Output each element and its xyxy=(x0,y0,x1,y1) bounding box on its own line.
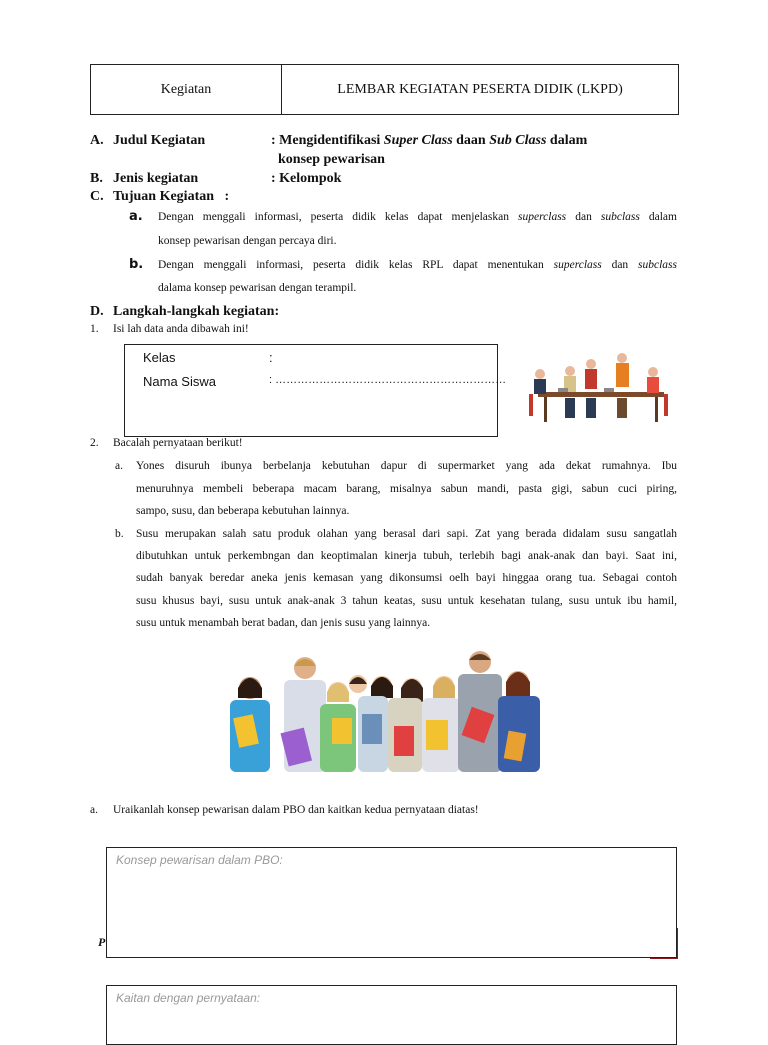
kelas-label: Kelas xyxy=(143,350,176,365)
statement-b-line5: susu untuk menambah berat badan, dan jenis susu yang lainnya. xyxy=(136,617,431,629)
statement-a-line3: sampo, susu, dan beberapa kebutuhan lainnya. xyxy=(136,505,350,517)
statement-b-line1: Susu merupakan salah satu produk olahan yang berasal dari sapi. Zat yang berada didalam susu sangatlah xyxy=(136,528,677,540)
section-d-label: Langkah-langkah kegiatan: xyxy=(113,304,280,319)
task-marker: a. xyxy=(90,804,98,816)
step2-number: 2. xyxy=(90,437,99,449)
statement-b-line3: sudah banyak beredar aneka jenis kemasan yang dikonsumsi oelh bayi hinggaa orang tua. Sebagai contoh xyxy=(136,572,677,584)
header-right-cell xyxy=(282,65,678,114)
step1-text: Isi lah data anda dibawah ini! xyxy=(113,323,249,335)
step2-text: Bacalah pernyataan berikut! xyxy=(113,437,243,449)
objective-b-marker: b. xyxy=(129,257,144,272)
statement-b-line4: susu khusus bayi, susu untuk anak-anak 3 tahun keatas, susu untuk kesehatan tulang, susu untuk ibu hamil, xyxy=(136,595,677,607)
answer-box-relation[interactable] xyxy=(106,985,677,1045)
statement-b-line2: dibutuhkan untuk perkembngan dan keoptimalan kinerja tubuh, terlebih bagi anak-anak dan bayi. Saat ini, xyxy=(136,550,677,562)
statement-a-marker: a. xyxy=(115,460,123,472)
objective-b-line2: dalama konsep pewarisan dengan terampil. xyxy=(158,282,357,294)
task-text: Uraikanlah konsep pewarisan dalam PBO dan kaitkan kedua pernyataan diatas! xyxy=(113,804,479,816)
step1-number: 1. xyxy=(90,323,99,335)
section-a-value: : Mengidentifikasi Super Class daan Sub Class dalam xyxy=(271,133,588,148)
header-title: LEMBAR KEGIATAN PESERTA DIDIK (LKPD) xyxy=(337,81,623,97)
objective-b-line1: Dengan menggali informasi, peserta didik kelas RPL dapat menentukan superclass dan subclass xyxy=(158,259,678,271)
section-c-label: Tujuan Kegiatan : xyxy=(113,189,230,204)
objective-a-line1: Dengan menggali informasi, peserta didik kelas dapat menjelaskan superclass dan subclass dalam xyxy=(158,211,677,223)
section-a-marker: A. xyxy=(90,133,104,148)
statement-a-line2: menuruhnya membeli beberapa macam barang, misalnya sabun mandi, pasta gigi, sabun cuci piring, xyxy=(136,483,677,495)
objective-a-marker: a. xyxy=(129,209,143,224)
section-b-label: Jenis kegiatan xyxy=(113,171,199,186)
group-meeting-illustration xyxy=(518,346,676,426)
section-a-label: Judul Kegiatan xyxy=(113,133,206,148)
nama-siswa-label: Nama Siswa xyxy=(143,374,216,389)
header-table xyxy=(90,64,679,115)
section-c-marker: C. xyxy=(90,189,104,204)
header-left-text: Kegiatan xyxy=(160,81,212,97)
student-data-form xyxy=(124,344,507,437)
answer-box-relation-placeholder: Kaitan dengan pernyataan: xyxy=(116,991,261,1005)
section-b-marker: B. xyxy=(90,171,103,186)
kelas-field[interactable]: : xyxy=(269,350,273,365)
statement-b-marker: b. xyxy=(115,528,124,540)
answer-box-concept[interactable] xyxy=(106,847,677,958)
nama-siswa-field[interactable]: : ……………………………………………………… xyxy=(269,374,507,386)
stray-letter: P xyxy=(98,935,106,949)
answer-box-concept-placeholder: Konsep pewarisan dalam PBO: xyxy=(116,853,283,867)
section-b-value: : Kelompok xyxy=(271,171,342,186)
objective-a-line2: konsep pewarisan dengan percaya diri. xyxy=(158,235,337,247)
statement-a-line1: Yones disuruh ibunya berbelanja kebutuhan dapur di supermarket yang ada dekat rumahnya. Ibu xyxy=(136,460,677,472)
students-photo xyxy=(222,646,542,772)
header-left-cell xyxy=(91,65,282,114)
section-d-marker: D. xyxy=(90,304,104,319)
section-a-value-line2: konsep pewarisan xyxy=(278,152,385,167)
